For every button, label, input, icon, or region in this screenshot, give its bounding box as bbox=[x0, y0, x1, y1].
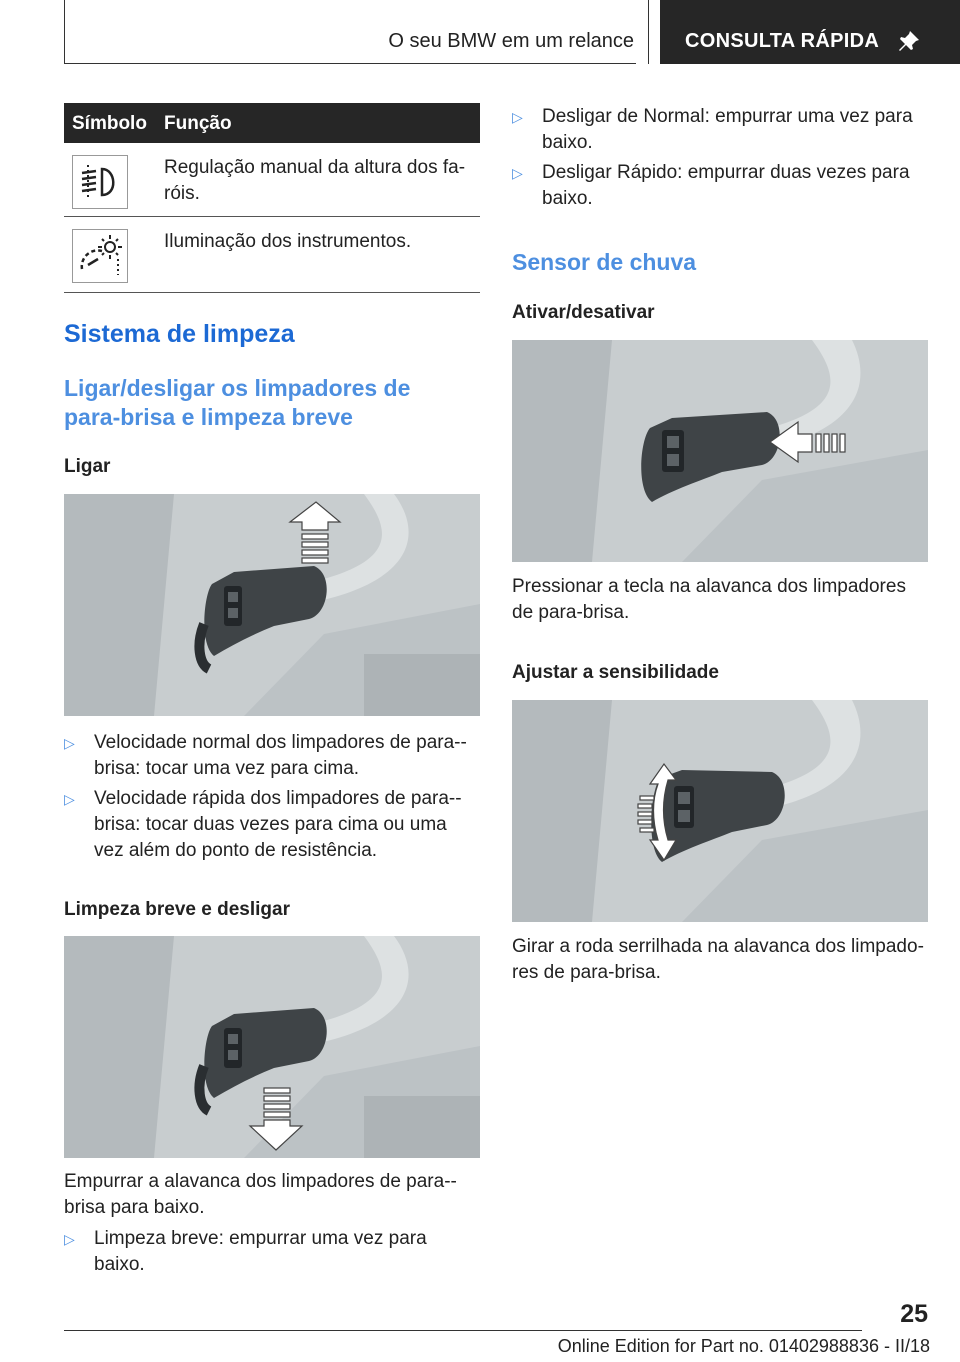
header-divider bbox=[648, 0, 649, 64]
heading-wipers: Ligar/desligar os limpadores de para-brisa e limpeza breve bbox=[64, 375, 411, 430]
heading-ajustar: Ajustar a sensibilidade bbox=[512, 662, 719, 683]
ajustar-text: Girar a roda serrilhada na alavanca dos limpadores de para-brisa. bbox=[512, 936, 924, 983]
col-function: Função bbox=[164, 113, 232, 134]
figure-wiper-push-up bbox=[64, 494, 480, 716]
list-item: ▷ Limpeza breve: empurrar uma vez para baixo. bbox=[64, 1228, 427, 1275]
bullet-marker: ▷ bbox=[512, 165, 523, 181]
symbol-table bbox=[64, 103, 480, 293]
page-number: 25 bbox=[900, 1300, 928, 1328]
heading-cleaning-system: Sistema de limpeza bbox=[64, 320, 295, 348]
header-left-border bbox=[64, 0, 65, 64]
headlight-range-icon bbox=[72, 155, 128, 209]
heading-rain-sensor: Sensor de chuva bbox=[512, 249, 697, 275]
col-symbol: Símbolo bbox=[72, 113, 147, 134]
list-item: ▷ Desligar de Normal: empurrar uma vez para baixo. bbox=[512, 106, 913, 153]
table-header bbox=[64, 103, 480, 143]
limpeza-text: Empurrar a alavanca dos limpadores de para--brisa para baixo. bbox=[64, 1171, 457, 1218]
tab-label: CONSULTA RÁPIDA bbox=[685, 30, 880, 52]
heading-ligar: Ligar bbox=[64, 456, 111, 477]
heading-ativar: Ativar/desativar bbox=[512, 302, 655, 323]
pushpin-icon bbox=[896, 28, 922, 54]
bullet-marker: ▷ bbox=[64, 791, 75, 807]
table-row bbox=[64, 143, 480, 217]
heading-limpeza: Limpeza breve e desligar bbox=[64, 899, 290, 920]
figure-wiper-push-down bbox=[64, 936, 480, 1158]
list-item: ▷ Desligar Rápido: empurrar duas vezes para baixo. bbox=[512, 162, 910, 209]
list-item: ▷ Velocidade rápida dos limpadores de para--brisa: tocar duas vezes para cima ou uma vez além do ponto de resistência. bbox=[64, 788, 462, 861]
bullet-marker: ▷ bbox=[512, 109, 523, 125]
figure-rain-sensor-button bbox=[512, 340, 928, 562]
list-item: ▷ Velocidade normal dos limpadores de para--brisa: tocar uma vez para cima. bbox=[64, 732, 467, 779]
header-rule bbox=[64, 63, 636, 64]
bullet-marker: ▷ bbox=[64, 735, 75, 751]
footer-rule bbox=[64, 1330, 862, 1331]
section-title: O seu BMW em um relance bbox=[388, 30, 634, 52]
footer-edition: Online Edition for Part no. 01402988836 - II/18 bbox=[557, 1336, 930, 1356]
table-row bbox=[64, 217, 480, 293]
bullet-marker: ▷ bbox=[64, 1231, 75, 1247]
figure-rain-sensor-wheel bbox=[512, 700, 928, 922]
ativar-text: Pressionar a tecla na alavanca dos limpadores de para-brisa. bbox=[512, 576, 906, 623]
quick-reference-tab[interactable] bbox=[660, 0, 960, 64]
function-text: Iluminação dos instrumentos. bbox=[164, 231, 412, 252]
instrument-lighting-icon bbox=[72, 229, 128, 283]
function-text: Regulação manual da altura dos faróis. bbox=[164, 157, 466, 204]
